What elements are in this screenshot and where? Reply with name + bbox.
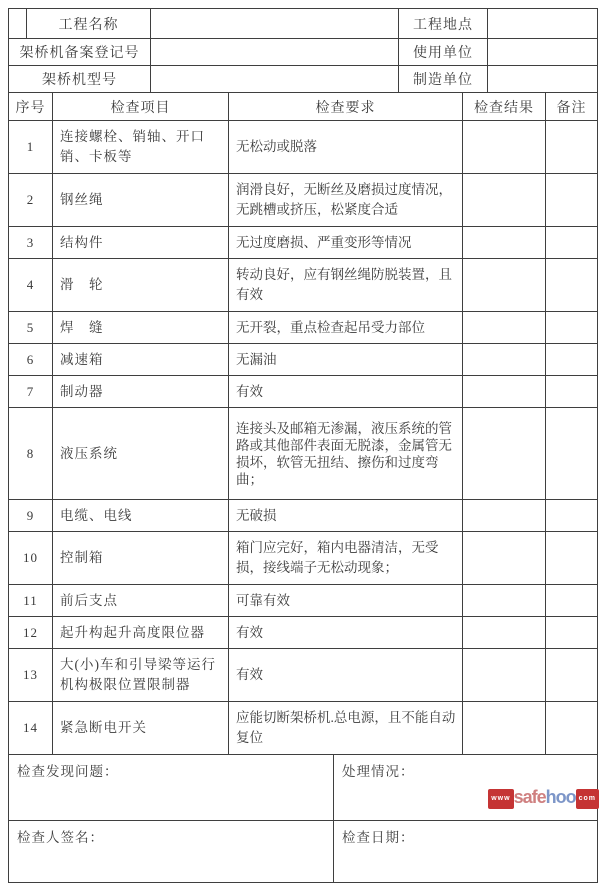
inspection-date-cell (334, 821, 598, 883)
requirement-cell: 有效 (229, 376, 463, 408)
user-unit-label: 使用单位 (399, 39, 488, 66)
footer-row-signature (9, 821, 598, 883)
table-row (9, 649, 598, 702)
safehoo-watermark (488, 788, 599, 809)
row-number-cell: 8 (9, 408, 53, 500)
project-location-label: 工程地点 (399, 9, 488, 39)
remark-cell (546, 500, 598, 532)
table-row (9, 702, 598, 755)
result-cell (463, 702, 546, 755)
remark-cell (546, 408, 598, 500)
table-row (9, 376, 598, 408)
result-cell (463, 227, 546, 259)
info-row-registration (9, 39, 598, 66)
result-cell (463, 617, 546, 649)
remark-cell (546, 532, 598, 585)
row-number-cell: 7 (9, 376, 53, 408)
requirement-cell: 无开裂，重点检查起吊受力部位 (229, 312, 463, 344)
inspection-date-label: 检查日期： (342, 830, 415, 845)
header-requirement: 检查要求 (229, 93, 463, 121)
table-row (9, 121, 598, 174)
result-cell (463, 408, 546, 500)
remark-cell (546, 259, 598, 312)
table-row (9, 585, 598, 617)
table-row (9, 532, 598, 585)
row-number-cell: 9 (9, 500, 53, 532)
requirement-cell: 箱门应完好，箱内电器清洁，无受损，接线端子无松动现象； (229, 532, 463, 585)
item-name-cell: 前后支点 (53, 585, 229, 617)
remark-cell (546, 702, 598, 755)
item-name-cell: 结构件 (53, 227, 229, 259)
requirement-cell: 无破损 (229, 500, 463, 532)
row-number-cell: 14 (9, 702, 53, 755)
requirement-cell: 无过度磨损、严重变形等情况 (229, 227, 463, 259)
requirement-cell: 转动良好，应有钢丝绳防脱装置，且有效 (229, 259, 463, 312)
item-name-cell: 制动器 (53, 376, 229, 408)
table-row (9, 344, 598, 376)
table-row (9, 617, 598, 649)
table-row (9, 500, 598, 532)
remark-cell (546, 312, 598, 344)
inspector-signature-label: 检查人签名： (17, 830, 104, 845)
header-result: 检查结果 (463, 93, 546, 121)
remark-cell (546, 174, 598, 227)
spacer-cell (9, 9, 27, 39)
problems-found-label: 检查发现问题： (17, 764, 119, 779)
requirement-cell: 无漏油 (229, 344, 463, 376)
remark-cell (546, 121, 598, 174)
item-name-cell: 连接螺栓、销轴、开口销、卡板等 (53, 121, 229, 174)
problems-found-cell (9, 755, 334, 821)
requirement-cell: 无松动或脱落 (229, 121, 463, 174)
machine-model-value (151, 66, 399, 93)
manufacturer-value (488, 66, 598, 93)
table-row (9, 408, 598, 500)
table-row (9, 312, 598, 344)
header-no: 序号 (9, 93, 53, 121)
item-name-cell: 电缆、电线 (53, 500, 229, 532)
result-cell (463, 500, 546, 532)
item-name-cell: 焊 缝 (53, 312, 229, 344)
row-number-cell: 1 (9, 121, 53, 174)
watermark-hoo-text: hoo (545, 787, 576, 807)
item-name-cell: 起升构起升高度限位器 (53, 617, 229, 649)
project-location-value (488, 9, 598, 39)
result-cell (463, 532, 546, 585)
row-number-cell: 5 (9, 312, 53, 344)
row-number-cell: 6 (9, 344, 53, 376)
info-row-model (9, 66, 598, 93)
row-number-cell: 2 (9, 174, 53, 227)
table-row (9, 227, 598, 259)
form-table-area (8, 8, 597, 883)
item-name-cell: 大(小)车和引导梁等运行机构极限位置限制器 (53, 649, 229, 702)
requirement-cell: 可靠有效 (229, 585, 463, 617)
item-name-cell: 液压系统 (53, 408, 229, 500)
project-name-value (151, 9, 399, 39)
inspector-signature-cell (9, 821, 334, 883)
item-name-cell: 滑 轮 (53, 259, 229, 312)
row-number-cell: 3 (9, 227, 53, 259)
result-cell (463, 344, 546, 376)
result-cell (463, 121, 546, 174)
row-number-cell: 12 (9, 617, 53, 649)
result-cell (463, 649, 546, 702)
requirement-cell: 润滑良好，无断丝及磨损过度情况，无跳槽或挤压，松紧度合适 (229, 174, 463, 227)
registration-number-value (151, 39, 399, 66)
table-row (9, 174, 598, 227)
watermark-com-block: com (576, 789, 599, 809)
requirement-cell: 连接头及邮箱无渗漏，液压系统的管路或其他部件表面无脱漆，金属管无损坏，软管无扭结、擦伤和过度弯曲； (229, 408, 463, 500)
machine-model-label: 架桥机型号 (9, 66, 151, 93)
project-name-label: 工程名称 (27, 9, 151, 39)
row-number-cell: 10 (9, 532, 53, 585)
row-number-cell: 13 (9, 649, 53, 702)
requirement-cell: 有效 (229, 617, 463, 649)
form-info-table (8, 8, 598, 93)
item-name-cell: 减速箱 (53, 344, 229, 376)
remark-cell (546, 227, 598, 259)
remark-cell (546, 344, 598, 376)
result-cell (463, 376, 546, 408)
result-cell (463, 585, 546, 617)
registration-number-label: 架桥机备案登记号 (9, 39, 151, 66)
requirement-cell: 有效 (229, 649, 463, 702)
header-remark: 备注 (546, 93, 598, 121)
row-number-cell: 11 (9, 585, 53, 617)
manufacturer-label: 制造单位 (399, 66, 488, 93)
watermark-safe-text: safe (513, 787, 546, 807)
remark-cell (546, 617, 598, 649)
item-name-cell: 钢丝绳 (53, 174, 229, 227)
remark-cell (546, 585, 598, 617)
row-number-cell: 4 (9, 259, 53, 312)
table-row (9, 259, 598, 312)
remark-cell (546, 649, 598, 702)
item-name-cell: 紧急断电开关 (53, 702, 229, 755)
header-item: 检查项目 (53, 93, 229, 121)
result-cell (463, 174, 546, 227)
remark-cell (546, 376, 598, 408)
requirement-cell: 应能切断架桥机.总电源，且不能自动复位 (229, 702, 463, 755)
header-row (9, 93, 598, 121)
info-row-project (9, 9, 598, 39)
result-cell (463, 312, 546, 344)
form-footer-table (8, 754, 598, 883)
handling-status-label: 处理情况： (342, 764, 415, 779)
watermark-www-block: www (488, 789, 513, 809)
user-unit-value (488, 39, 598, 66)
item-name-cell: 控制箱 (53, 532, 229, 585)
result-cell (463, 259, 546, 312)
inspection-items-table (8, 92, 598, 755)
